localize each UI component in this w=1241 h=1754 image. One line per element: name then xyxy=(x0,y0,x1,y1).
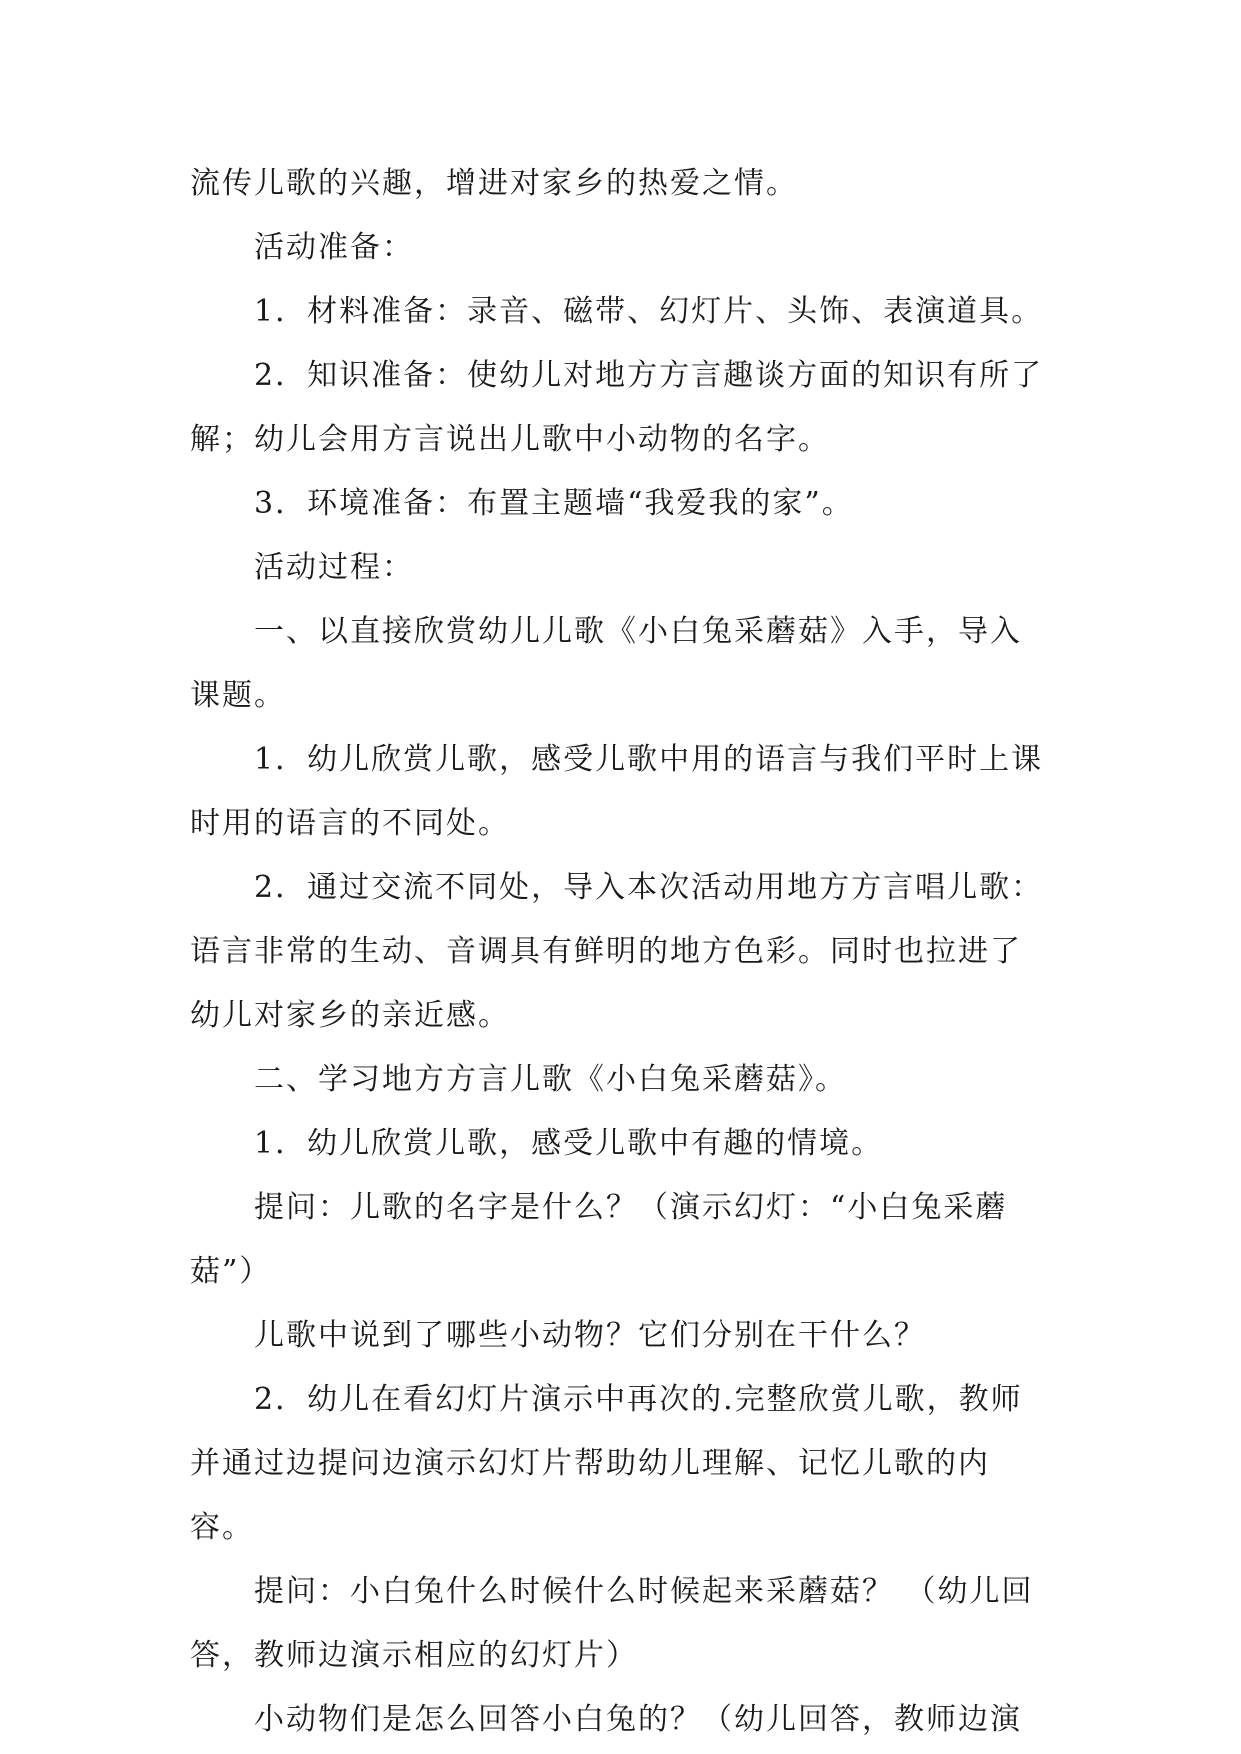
paragraph-step-two-item-1: 1．幼儿欣赏儿歌，感受儿歌中有趣的情境。 xyxy=(254,1126,884,1161)
paragraph-material-preparation: 1．材料准备：录音、磁带、幻灯片、头饰、表演道具。 xyxy=(254,294,1044,329)
paragraph-question-animals: 儿歌中说到了哪些小动物？它们分别在干什么？ xyxy=(254,1318,926,1353)
paragraph-step-two-item-2: 2．幼儿在看幻灯片演示中再次的.完整欣赏儿歌，教师并通过边提问边演示幻灯片帮助幼儿理解、记忆儿歌的内容。 xyxy=(190,1382,1023,1545)
paragraph-step-one-item-2: 2．通过交流不同处，导入本次活动用地方方言唱儿歌：语言非常的生动、音调具有鲜明的地方色彩。同时也拉进了幼儿对家乡的亲近感。 xyxy=(190,870,1044,1033)
paragraph-continuation: 流传儿歌的兴趣，增进对家乡的热爱之情。 xyxy=(190,166,798,201)
body-text xyxy=(190,152,1052,1752)
paragraph-question-title: 提问：儿歌的名字是什么？（演示幻灯：“小白兔采蘑菇”） xyxy=(190,1190,1008,1289)
paragraph-activity-preparation-heading: 活动准备： xyxy=(254,230,414,265)
paragraph-environment-preparation: 3．环境准备：布置主题墙“我爱我的家”。 xyxy=(254,486,854,521)
paragraph-step-two: 二、学习地方方言儿歌《小白兔采蘑菇》。 xyxy=(254,1062,847,1097)
paragraph-question-how: 小动物们是怎么回答小白兔的？（幼儿回答，教师边演 xyxy=(254,1702,1022,1737)
paragraph-step-one: 一、以直接欣赏幼儿儿歌《小白兔采蘑菇》入手，导入课题。 xyxy=(190,614,1022,713)
paragraph-question-when: 提问：小白兔什么时候什么时候起来采蘑菇？ （幼儿回答，教师边演示相应的幻灯片） xyxy=(190,1574,1034,1673)
paragraph-activity-process-heading: 活动过程： xyxy=(254,550,414,585)
paragraph-step-one-item-1: 1．幼儿欣赏儿歌，感受儿歌中用的语言与我们平时上课时用的语言的不同处。 xyxy=(190,742,1044,841)
paragraph-knowledge-preparation: 2．知识准备：使幼儿对地方方言趣谈方面的知识有所了解；幼儿会用方言说出儿歌中小动物的名字。 xyxy=(190,358,1044,457)
